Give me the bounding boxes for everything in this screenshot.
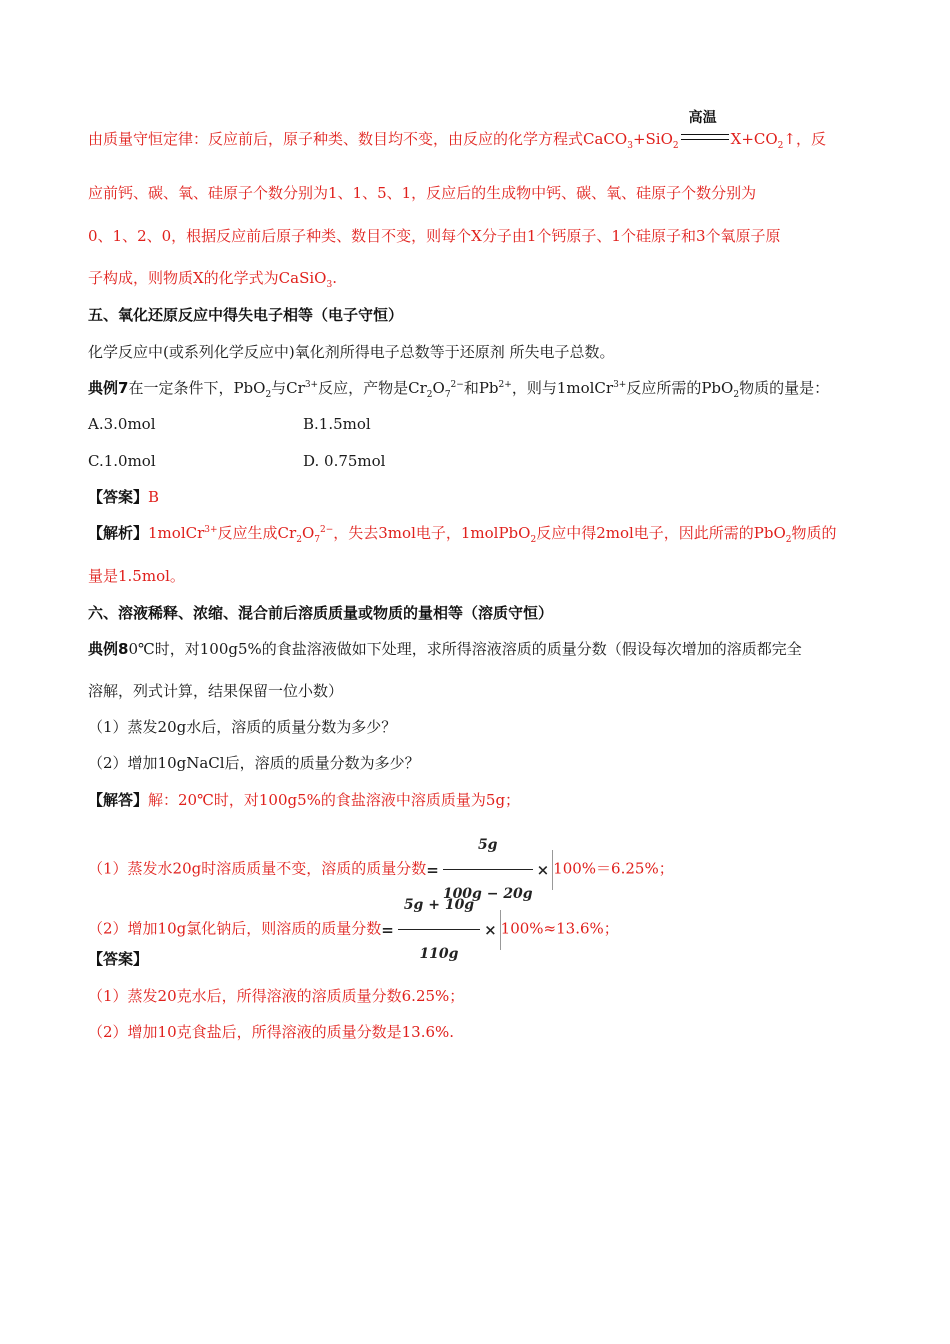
- answer-1: （1）蒸发20克水后，所得溶液的溶质质量分数6.25%；: [88, 987, 465, 1005]
- option-c: C.1.0mol: [88, 452, 156, 470]
- option-d: D. 0.75mol: [303, 452, 386, 470]
- example-7-explanation-line-2: 量是1.5mol。: [88, 567, 185, 585]
- example-8-answer-label: 【答案】: [88, 950, 149, 968]
- answer-2: （2）增加10克食盐后，所得溶液的质量分数是13.6%.: [88, 1023, 455, 1041]
- example-8-question-line-1: 典例80℃时，对100g5%的食盐溶液做如下处理，求所得溶液溶质的质量分数（假设每次增加的溶质都完全: [88, 640, 802, 658]
- example-7-question: 典例7在一定条件下，PbO$_2$与$Cr^{3+}$反应，产物是$Cr_2O_7^{2-}$和$Pb^{2+}$，则与1molCr$^{3+}$反应所需的PbO$_2$物质的量是：: [88, 379, 830, 400]
- paragraph-1-line-3: 0、1、2、0，根据反应前后原子种类、数目不变，则每个X分子由1个钙原子、1个硅原子和3个氧原子原: [88, 227, 781, 245]
- section-5-intro: 化学反应中(或系列化学反应中)氧化剂所得电子总数等于还原剂 所失电子总数。: [88, 343, 615, 361]
- sub-question-2: （2）增加10gNaCl后，溶质的质量分数为多少？: [88, 754, 420, 772]
- section-5-heading: 五、氧化还原反应中得失电子相等（电子守恒）: [88, 306, 404, 324]
- solution-step-2: （2）增加10g氯化钠后，则溶质的质量分数= $\frac{5g + 10g}{110g}$ × 100%≈13.6%；: [88, 883, 880, 927]
- fraction-2: = $\frac{5g + 10g}{110g}$ ×: [381, 883, 500, 976]
- sub-question-1: （1）蒸发20g水后，溶质的质量分数为多少？: [88, 718, 397, 736]
- reaction-condition: 高温: [681, 130, 729, 150]
- example-8-question-line-2: 溶解，列式计算，结果保留一位小数）: [88, 682, 344, 700]
- paragraph-1-line-4: 子构成，则物质X的化学式为CaSiO$_3$.: [88, 269, 337, 290]
- solution-intro: 【解答】解：20℃时，对100g5%的食盐溶液中溶质质量为5g；: [88, 791, 521, 809]
- section-6-heading: 六、溶液稀释、浓缩、混合前后溶质质量或物质的量相等（溶质守恒）: [88, 604, 554, 622]
- fraction-1: = $\frac{5g}{100g - 20g}$ ×: [426, 823, 553, 916]
- solution-step-1: （1）蒸发水20g时溶质质量不变，溶质的质量分数= $\frac{5g}{100g - 20g}$ × 100%＝6.25%；: [88, 823, 880, 867]
- example-7-explanation-line-1: 【解析】1molCr$^{3+}$反应生成$Cr_2O_7^{2-}$，失去3mol电子，1molPbO$_2$反应中得2mol电子，因此所需的PbO$_2$物质的: [88, 524, 837, 545]
- option-b: B.1.5mol: [303, 415, 371, 433]
- paragraph-1-line-2: 应前钙、碳、氧、硅原子个数分别为1、1、5、1，反应后的生成物中钙、碳、氧、硅原子个数分别为: [88, 184, 757, 202]
- option-a: A.3.0mol: [88, 415, 156, 433]
- example-7-answer: 【答案】B: [88, 488, 160, 506]
- paragraph-1-line-1: 由质量守恒定律：反应前后，原子种类、数目均不变，由反应的化学方程式CaCO$_3$+SiO$_2$ 高温 $X+CO_2↑$，反: [88, 110, 826, 151]
